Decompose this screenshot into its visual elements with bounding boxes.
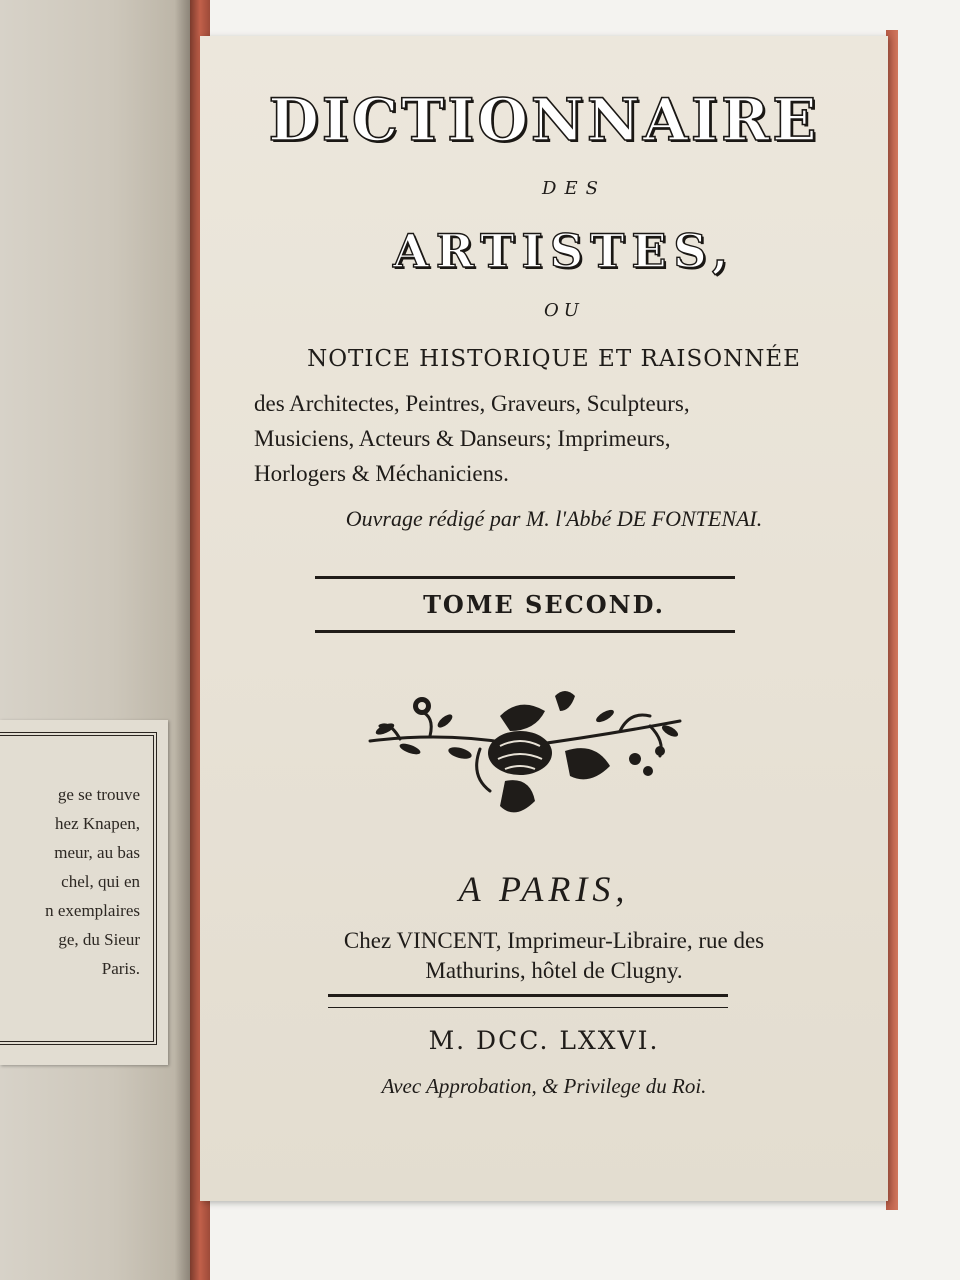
top-rule [315, 576, 735, 579]
author-line: Ouvrage rédigé par M. l'Abbé DE FONTENAI. [345, 506, 763, 531]
bookplate-line: chel, qui en [61, 872, 140, 891]
privilege-line: Avec Approbation, & Privilege du Roi. [381, 1074, 707, 1098]
publisher-line: Mathurins, hôtel de Clugny. [425, 958, 683, 983]
volume-label: TOME SECOND. [423, 590, 665, 619]
description-line: des Architectes, Peintres, Graveurs, Sculpteurs, [254, 391, 690, 416]
main-title: DICTIONNAIRE [268, 86, 820, 154]
title-page [200, 36, 888, 1201]
bookplate-line: Paris. [101, 959, 140, 978]
bookplate-line: ge, du Sieur [58, 930, 140, 949]
double-rule [328, 994, 728, 1008]
imprint-place: A PARIS, [458, 869, 630, 909]
title-artistes: ARTISTES, [393, 224, 735, 278]
bookplate-line: ge se trouve [57, 785, 140, 804]
bottom-rule [315, 630, 735, 633]
bookplate-line: meur, au bas [54, 843, 140, 862]
imprint-publisher [210, 926, 898, 986]
floral-ornament-icon [360, 681, 690, 831]
imprint-date: M. DCC. LXXVI. [428, 1026, 660, 1055]
description-line: Musiciens, Acteurs & Danseurs; Imprimeurs, [254, 426, 671, 451]
title-des: DES [542, 178, 606, 199]
bookplate-text [0, 780, 140, 983]
subtitle-notice: NOTICE HISTORIQUE ET RAISONNÉE [307, 346, 801, 372]
bookplate [0, 720, 168, 1065]
title-ou: OU [544, 300, 584, 321]
publisher-line: Chez VINCENT, Imprimeur-Libraire, rue des [343, 928, 765, 953]
bookplate-line: hez Knapen, [55, 814, 140, 833]
description-line: Horlogers & Méchaniciens. [254, 461, 509, 486]
bookplate-line: n exemplaires [45, 901, 140, 920]
subtitle-description [254, 386, 834, 491]
